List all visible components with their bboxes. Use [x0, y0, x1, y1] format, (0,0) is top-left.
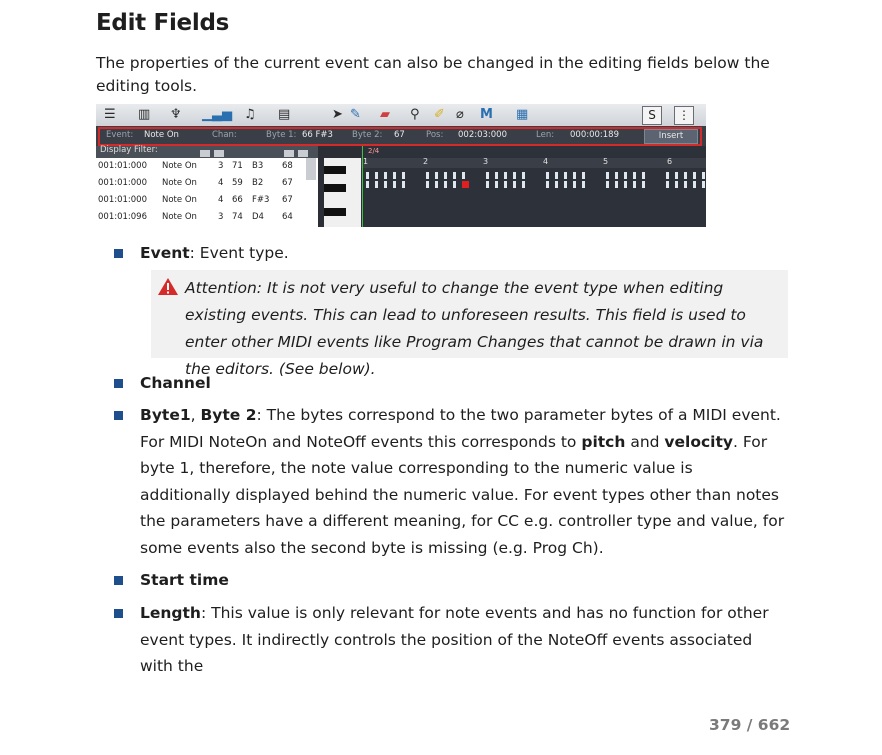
midi-note — [573, 172, 576, 179]
event-value: Note On — [144, 130, 179, 140]
intro-paragraph: The properties of the current event can also be changed in the editing fields below the editing tools. — [96, 54, 770, 95]
midi-note — [402, 181, 405, 188]
midi-note — [666, 172, 669, 179]
item-channel — [140, 370, 785, 397]
midi-note — [693, 181, 696, 188]
term-length: Length — [140, 604, 201, 622]
row-note: B2 — [252, 178, 264, 188]
chan-label: Chan: — [212, 130, 237, 140]
byte2-value: 67 — [394, 130, 405, 140]
black-key — [324, 184, 346, 192]
piano-icon: ▥ — [138, 107, 151, 122]
midi-note — [624, 172, 627, 179]
item-length — [140, 600, 785, 680]
pos-label: Pos: — [426, 130, 444, 140]
editor-toolbar — [96, 104, 706, 126]
midi-note — [375, 172, 378, 179]
midi-note — [435, 172, 438, 179]
table-row — [96, 209, 318, 226]
midi-note — [564, 172, 567, 179]
eraser-icon: ▰ — [380, 107, 390, 122]
ruler-mark: 5 — [603, 157, 609, 166]
term-event: Event — [140, 244, 190, 262]
midi-note — [495, 181, 498, 188]
table-row — [96, 158, 318, 175]
row-byte1: 71 — [232, 161, 243, 171]
midi-note — [402, 172, 405, 179]
midi-note — [522, 172, 525, 179]
midi-note — [453, 181, 456, 188]
ruler-mark: 4 — [543, 157, 549, 166]
row-channel: 4 — [218, 178, 224, 188]
bullet-length — [114, 609, 123, 618]
controller-icon: ▁▃▅ — [202, 107, 232, 122]
row-type: Note On — [162, 178, 197, 188]
event-list — [96, 158, 318, 227]
midi-note — [555, 181, 558, 188]
term-velocity: velocity — [664, 432, 733, 451]
attention-box — [151, 270, 788, 378]
event-desc: : Event type. — [189, 244, 289, 262]
row-byte1: 66 — [232, 195, 243, 205]
ruler-position: 2/4 — [368, 147, 380, 155]
term-byte2: Byte 2 — [200, 406, 257, 424]
black-key — [324, 208, 346, 216]
row-time: 001:01:000 — [98, 195, 147, 205]
midi-note — [564, 181, 567, 188]
row-type: Note On — [162, 195, 197, 205]
midi-note — [453, 172, 456, 179]
pencil-icon: ✎ — [350, 107, 361, 122]
row-type: Note On — [162, 161, 197, 171]
list-editor-icon: ☰ — [104, 107, 116, 122]
warning-icon — [157, 277, 179, 296]
midi-note — [444, 172, 447, 179]
midi-note — [504, 172, 507, 179]
bullet-start — [114, 576, 123, 585]
filter-minus-1 — [200, 150, 210, 157]
ruler-mark: 1 — [363, 157, 369, 166]
row-note: D4 — [252, 212, 264, 222]
midi-note — [633, 172, 636, 179]
midi-note — [546, 181, 549, 188]
midi-note — [615, 181, 618, 188]
row-byte2: 67 — [282, 195, 293, 205]
bullet-channel — [114, 379, 123, 388]
bytes-desc-2: . For byte 1, therefore, the note value corresponding to the numeric value is additionally displayed behind the numeric value. For event types other than notes the parameters have a different meaning, for CC e.g. controller type and value, for some events also the second byte is missing (e.g. Prog Ch). — [140, 432, 785, 557]
midi-note — [702, 172, 705, 179]
midi-note — [633, 181, 636, 188]
black-key — [324, 166, 346, 174]
row-note: F#3 — [252, 195, 270, 205]
midi-note — [495, 172, 498, 179]
solo-button: S — [642, 106, 662, 125]
menu-button: ⋮ — [674, 106, 694, 125]
row-time: 001:01:000 — [98, 161, 147, 171]
row-type: Note On — [162, 212, 197, 222]
len-value: 000:00:189 — [570, 130, 619, 140]
midi-note — [426, 181, 429, 188]
ruler-mark: 6 — [667, 157, 673, 166]
ruler-mark: 2 — [423, 157, 429, 166]
timeline-ruler — [361, 158, 706, 168]
midi-note — [393, 172, 396, 179]
drum-icon: ♆ — [170, 107, 182, 122]
row-note: B3 — [252, 161, 264, 171]
midi-note — [624, 181, 627, 188]
midi-note — [384, 181, 387, 188]
table-row — [96, 175, 318, 192]
midi-note — [582, 181, 585, 188]
midi-note — [426, 172, 429, 179]
filter-minus-2 — [214, 150, 224, 157]
term-channel: Channel — [140, 374, 211, 392]
midi-note — [435, 181, 438, 188]
filter-minus-4 — [298, 150, 308, 157]
byte1-label: Byte 1: — [266, 130, 297, 140]
score-icon: ♫ — [244, 107, 256, 122]
midi-note — [642, 172, 645, 179]
attention-text: Attention: It is not very useful to change the event type when editing existing events. This can lead to unforeseen results. This field is used to enter other MIDI events like Program Changes that cannot be drawn in via the editors. (See below). — [185, 279, 764, 378]
midi-note — [582, 172, 585, 179]
pos-value: 002:03:000 — [458, 130, 507, 140]
glue-icon: ⌀ — [456, 107, 464, 122]
row-channel: 3 — [218, 161, 224, 171]
midi-note — [366, 172, 369, 179]
row-channel: 3 — [218, 212, 224, 222]
midi-note — [693, 172, 696, 179]
list-scrollbar — [306, 158, 316, 180]
row-channel: 4 — [218, 195, 224, 205]
display-filter-label: Display Filter: — [100, 145, 158, 155]
editor-screenshot — [96, 104, 706, 227]
byte1-value: 66 F#3 — [302, 130, 333, 140]
row-byte2: 67 — [282, 178, 293, 188]
midi-note — [462, 172, 465, 179]
quantize-icon: ▦ — [516, 107, 529, 122]
row-time: 001:01:096 — [98, 212, 147, 222]
score-sheet-icon: ▤ — [278, 107, 291, 122]
bullet-event — [114, 249, 123, 258]
row-byte1: 74 — [232, 212, 243, 222]
mute-tool-letter: M — [480, 107, 493, 122]
midi-note — [513, 172, 516, 179]
item-bytes — [140, 402, 785, 561]
midi-note — [522, 181, 525, 188]
midi-note — [366, 181, 369, 188]
row-time: 001:01:000 — [98, 178, 147, 188]
ruler-mark: 3 — [483, 157, 489, 166]
zoom-icon: ⚲ — [410, 107, 420, 122]
row-byte1: 59 — [232, 178, 243, 188]
bullet-bytes — [114, 411, 123, 420]
midi-note — [615, 172, 618, 179]
table-row — [96, 192, 318, 209]
midi-note — [675, 172, 678, 179]
midi-note — [384, 172, 387, 179]
comma: , — [190, 406, 201, 424]
term-byte1: Byte1 — [140, 406, 191, 424]
item-event — [140, 240, 785, 267]
midi-note — [462, 181, 469, 188]
length-desc: : This value is only relevant for note events and has no function for other event types. It indirectly controls the position of the NoteOff events associated with the — [140, 604, 769, 675]
midi-note — [444, 181, 447, 188]
event-label: Event: — [106, 130, 134, 140]
midi-note — [375, 181, 378, 188]
midi-note — [606, 172, 609, 179]
midi-note — [684, 181, 687, 188]
marker-icon: ✐ — [434, 107, 445, 122]
bytes-desc-1: : The bytes correspond to the two parameter bytes of a MIDI event. For MIDI NoteOn and NoteOff events this corresponds to — [140, 406, 781, 451]
midi-note — [546, 172, 549, 179]
playhead — [362, 146, 363, 227]
midi-note — [504, 181, 507, 188]
insert-button: Insert — [644, 129, 698, 144]
midi-note — [642, 181, 645, 188]
midi-note — [666, 181, 669, 188]
midi-note — [573, 181, 576, 188]
highlight-box — [98, 127, 702, 146]
and-text: and — [625, 432, 665, 451]
midi-note — [486, 181, 489, 188]
midi-note — [606, 181, 609, 188]
row-byte2: 64 — [282, 212, 293, 222]
midi-note — [702, 181, 705, 188]
midi-note — [393, 181, 396, 188]
midi-note — [675, 181, 678, 188]
row-byte2: 68 — [282, 161, 293, 171]
midi-note — [555, 172, 558, 179]
term-start-time: Start time — [140, 571, 229, 589]
term-pitch: pitch — [581, 432, 626, 451]
midi-note — [513, 181, 516, 188]
item-start-time — [140, 567, 785, 594]
section-heading: Edit Fields — [96, 10, 229, 36]
midi-note — [684, 172, 687, 179]
len-label: Len: — [536, 130, 555, 140]
pointer-icon: ➤ — [332, 107, 343, 122]
page-number: 379 / 662 — [709, 716, 791, 734]
midi-note — [486, 172, 489, 179]
filter-minus-3 — [284, 150, 294, 157]
byte2-label: Byte 2: — [352, 130, 383, 140]
